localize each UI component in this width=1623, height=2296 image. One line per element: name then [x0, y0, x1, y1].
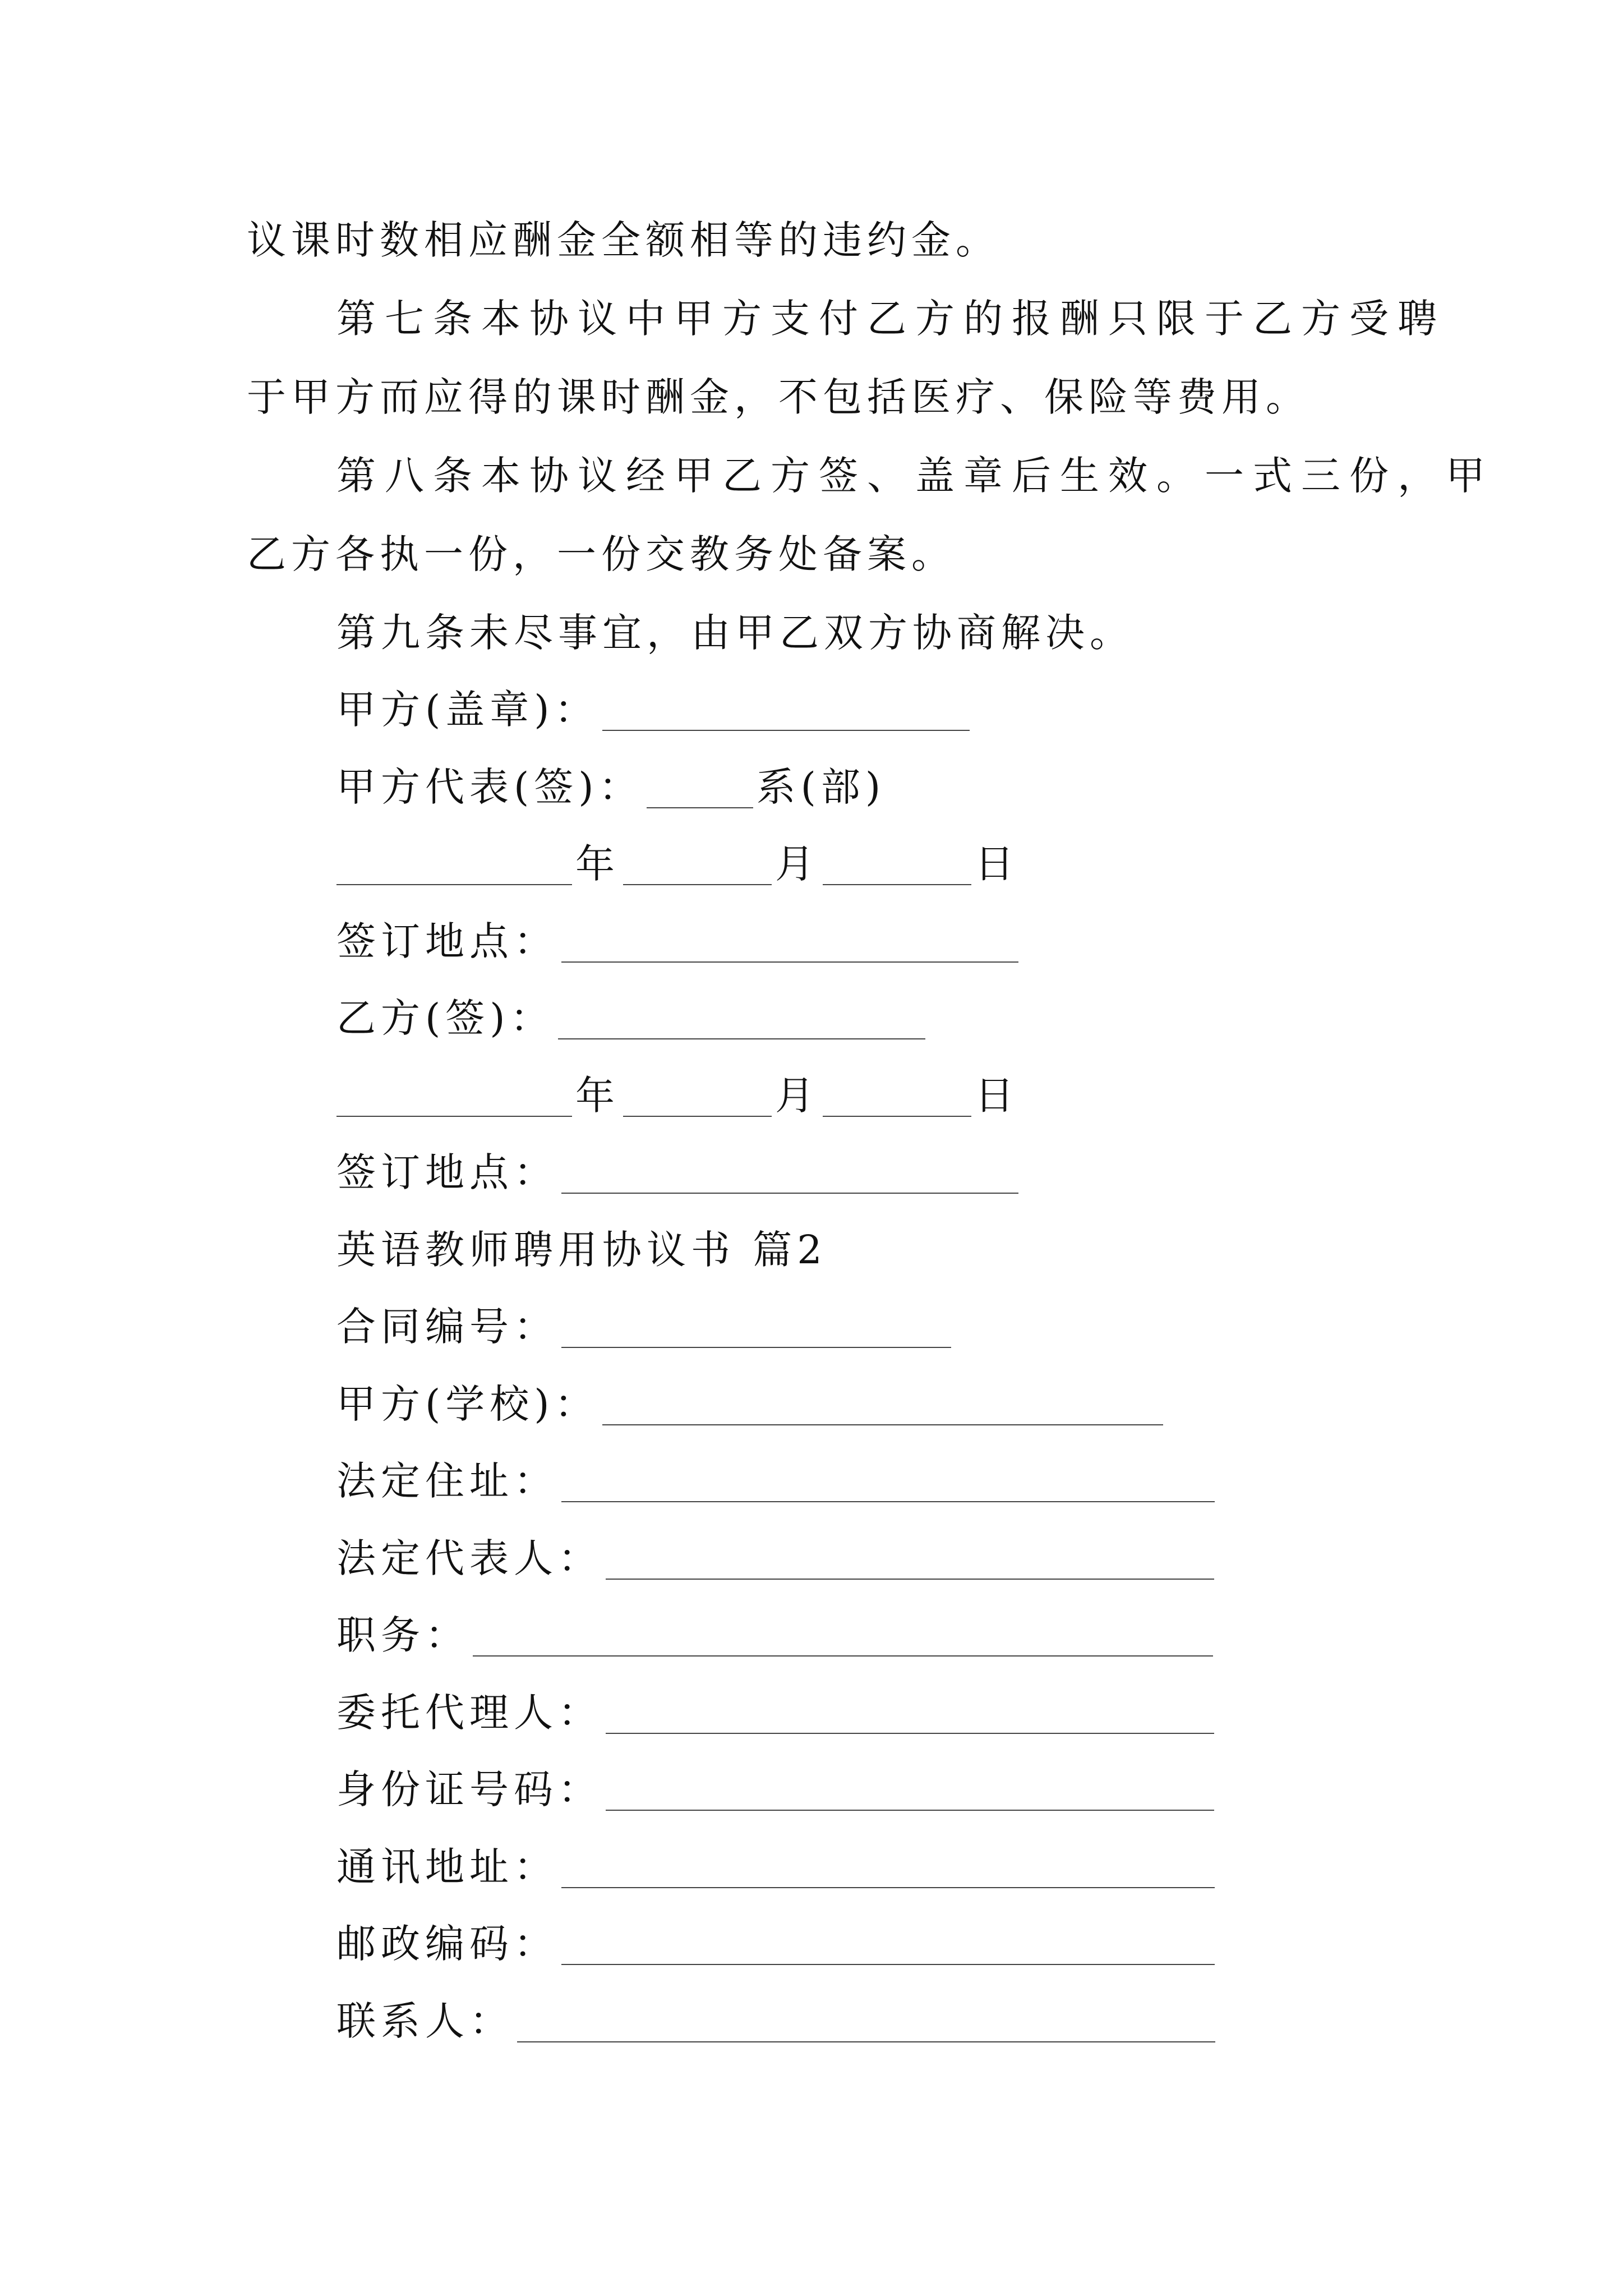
legal-rep-blank[interactable]: [606, 1579, 1214, 1580]
party-a-seal-label: 甲方(盖章)：: [336, 687, 599, 733]
contract-no-blank[interactable]: [561, 1347, 951, 1348]
month-blank-1[interactable]: [623, 884, 772, 885]
year-label-1: 年: [575, 841, 620, 887]
signing-place-label-1: 签订地点：: [336, 918, 558, 964]
date-row-1: [336, 836, 1019, 892]
day-blank-2[interactable]: [823, 1116, 971, 1117]
year-blank-1[interactable]: [336, 884, 572, 885]
dept-label: 系(部): [756, 764, 886, 810]
contact-blank[interactable]: [517, 2041, 1215, 2042]
party-b-blank[interactable]: [558, 1038, 925, 1039]
day-blank-1[interactable]: [823, 884, 971, 885]
position-row: [336, 1607, 1216, 1663]
mail-address-label: 通讯地址：: [336, 1844, 558, 1890]
article-7-line-2: 于甲方而应得的课时酬金，不包括医疗、保险等费用。: [247, 374, 1310, 420]
date-row-2: [336, 1068, 1019, 1124]
year-label-2: 年: [575, 1073, 620, 1119]
party-a-rep-blank[interactable]: [647, 807, 753, 808]
legal-rep-label: 法定代表人：: [336, 1535, 602, 1581]
day-label-1: 日: [975, 841, 1019, 887]
party-a-rep-row: [336, 759, 886, 815]
signing-place-label-2: 签订地点：: [336, 1149, 558, 1195]
position-blank[interactable]: [473, 1655, 1213, 1657]
signing-place-row-2: [336, 1144, 1022, 1200]
contact-row: [336, 1993, 1219, 2049]
day-label-2: 日: [975, 1073, 1019, 1119]
paragraph-line-1: 议课时数相应酬金全额相等的违约金。: [247, 217, 1000, 263]
legal-rep-row: [336, 1530, 1218, 1586]
contract-no-label: 合同编号：: [336, 1304, 558, 1350]
id-number-blank[interactable]: [606, 1810, 1214, 1811]
postal-code-blank[interactable]: [561, 1964, 1215, 1965]
party-a-school-row: [336, 1376, 1166, 1432]
party-b-label: 乙方(签)：: [336, 995, 555, 1041]
party-b-row: [336, 990, 929, 1046]
article-7-line-1: 第七条本协议中甲方支付乙方的报酬只限于乙方受聘: [336, 296, 1446, 342]
article-8-line-1: 第八条本协议经甲乙方签、盖章后生效。一式三份，甲: [336, 453, 1494, 499]
party-a-school-blank[interactable]: [602, 1424, 1163, 1425]
article-8-line-2: 乙方各执一份，一份交教务处备案。: [247, 531, 956, 577]
party-a-seal-row: [336, 682, 973, 738]
id-number-label: 身份证号码：: [336, 1766, 602, 1812]
signing-place-row-1: [336, 913, 1022, 969]
party-a-seal-blank[interactable]: [602, 730, 970, 731]
section-2-title: 英语教师聘用协议书 篇2: [336, 1227, 827, 1273]
agent-row: [336, 1685, 1218, 1741]
month-label-1: 月: [775, 841, 819, 887]
month-blank-2[interactable]: [623, 1116, 772, 1117]
mail-address-blank[interactable]: [561, 1887, 1215, 1888]
id-number-row: [336, 1761, 1218, 1818]
legal-address-label: 法定住址：: [336, 1458, 558, 1504]
month-label-2: 月: [775, 1073, 819, 1119]
contract-no-row: [336, 1299, 955, 1355]
year-blank-2[interactable]: [336, 1116, 572, 1117]
party-a-school-label: 甲方(学校)：: [336, 1381, 599, 1427]
mail-address-row: [336, 1839, 1218, 1895]
party-a-rep-label: 甲方代表(签)：: [336, 764, 643, 810]
legal-address-row: [336, 1453, 1218, 1509]
postal-code-label: 邮政编码：: [336, 1921, 558, 1967]
signing-place-blank-1[interactable]: [561, 961, 1018, 963]
contact-label: 联系人：: [336, 1998, 514, 2044]
signing-place-blank-2[interactable]: [561, 1193, 1018, 1194]
agent-blank[interactable]: [606, 1733, 1214, 1734]
agent-label: 委托代理人：: [336, 1690, 602, 1736]
legal-address-blank[interactable]: [561, 1501, 1215, 1502]
postal-code-row: [336, 1916, 1218, 1972]
article-9: 第九条未尽事宜，由甲乙双方协商解决。: [336, 610, 1134, 656]
position-label: 职务：: [336, 1612, 469, 1658]
